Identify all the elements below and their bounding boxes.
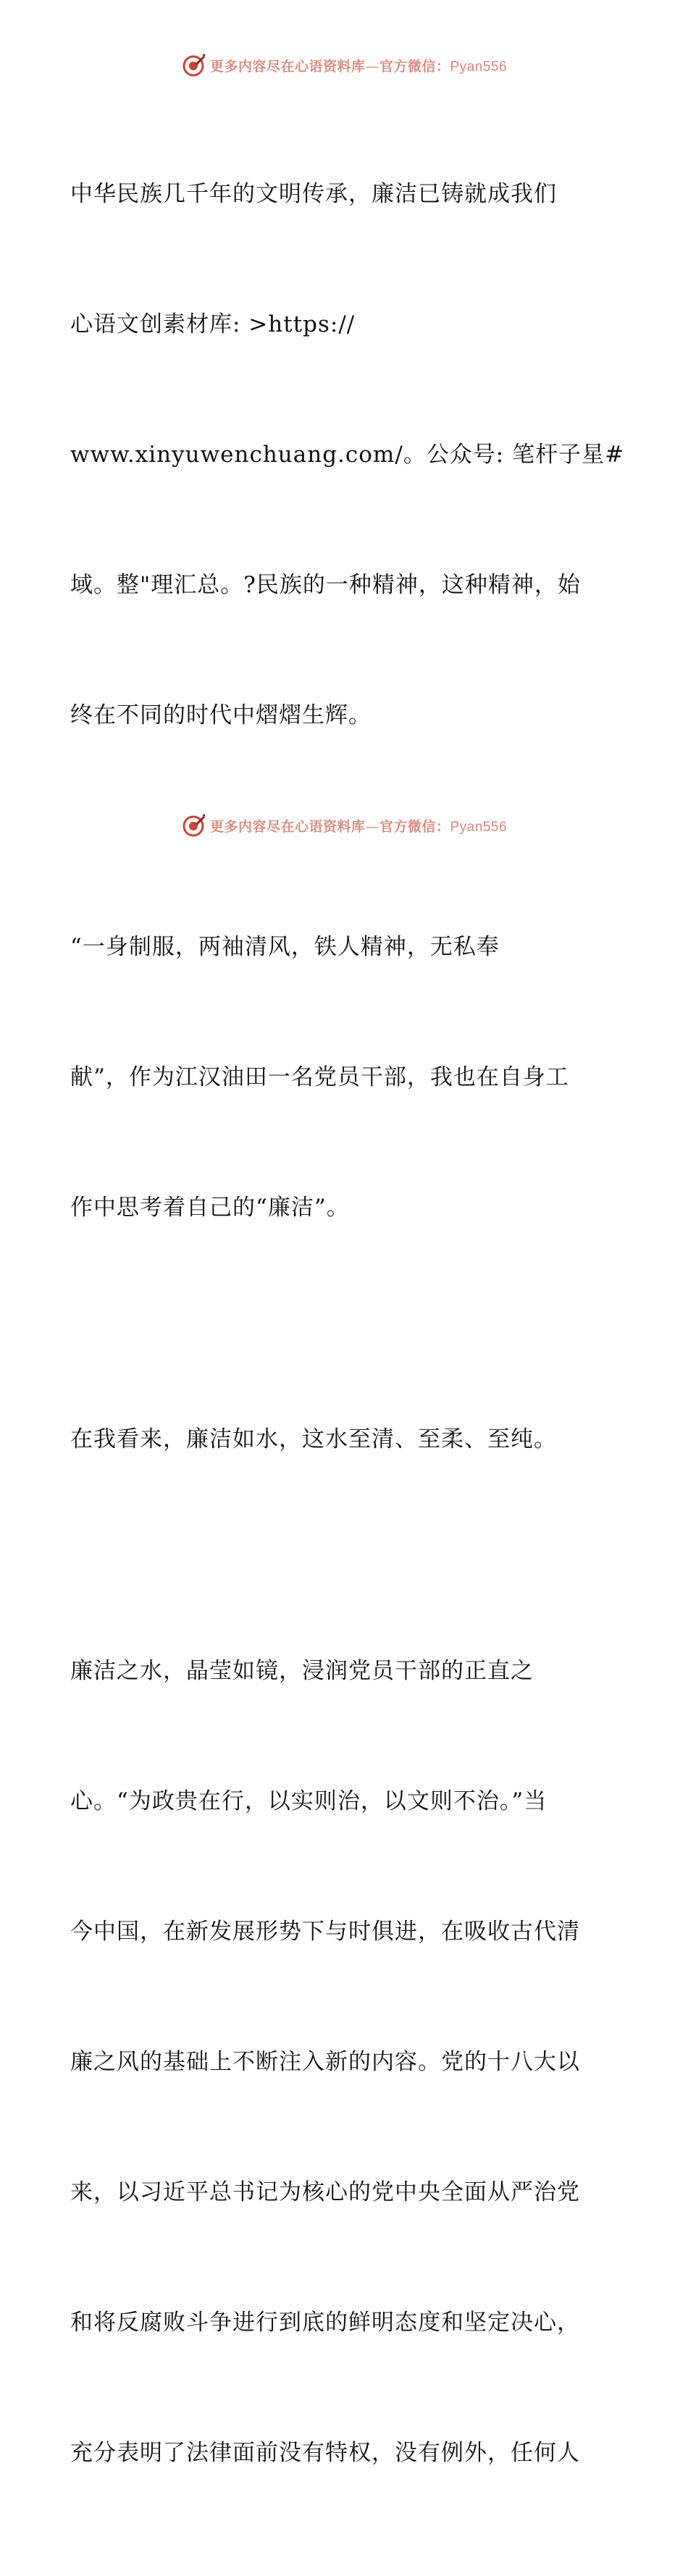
brand-logo-icon [181, 53, 206, 77]
watermark-prefix: 更多内容尽在心语资料库 [209, 818, 366, 835]
text-line: 心语文创素材库: >https:// [70, 311, 356, 337]
header-watermark [0, 51, 688, 80]
watermark-handle: Pyan556 [450, 59, 508, 75]
watermark-dash: — [365, 58, 379, 75]
watermark-suffix: 官方微信： [379, 818, 450, 835]
watermark-handle: Pyan556 [450, 819, 508, 835]
paragraph-1 [70, 85, 625, 824]
text-line: 中华民族几千年的文明传承，廉洁已铸就成我们 [70, 181, 557, 207]
text-line: 终在不同的时代中熠熠生辉。 [70, 702, 372, 728]
watermark-dash: — [365, 818, 379, 835]
text-line: 和将反腐败斗争进行到底的鲜明态度和坚定决心， [70, 2310, 580, 2336]
text-line: 献”，作为江汉油田一名党员干部，我也在自身工 [70, 1064, 569, 1090]
text-line: 心。“为政贵在行，以实则治，以文则不治。”当 [70, 1788, 548, 1814]
text-line: “一身制服，两袖清风，铁人精神，无私奉 [70, 934, 500, 960]
text-line: 来，以习近平总书记为核心的党中央全面从严治党 [70, 2179, 580, 2205]
text-line: 作中思考着自己的“廉洁”。 [70, 1195, 350, 1221]
brand-logo-icon [181, 813, 206, 838]
watermark-prefix: 更多内容尽在心语资料库 [209, 58, 366, 75]
footer-watermark [0, 811, 688, 840]
watermark-text [210, 56, 507, 75]
document-body [70, 85, 625, 2576]
watermark-text [210, 816, 507, 835]
paragraph-3 [70, 1331, 618, 1548]
paragraph-2 [70, 838, 618, 1316]
text-line: 域。整"理汇总。?民族的一种精神，这种精神，始 [70, 572, 581, 598]
watermark-suffix: 官方微信： [379, 58, 450, 75]
text-line: 廉之风的基础上不断注入新的内容。党的十八大以 [70, 2049, 580, 2075]
text-line: 在我看来，廉洁如水，这水至清、至柔、至纯。 [70, 1426, 557, 1452]
text-line: www.xinyuwenchuang.com/。公众号: 笔杆子星# [70, 442, 625, 468]
text-line: 今中国，在新发展形势下与时俱进，在吸收古代清 [70, 1919, 580, 1945]
paragraph-4 [70, 1562, 618, 2562]
text-line: 廉洁之水，晶莹如镜，浸润党员干部的正直之 [70, 1658, 534, 1684]
text-line: 充分表明了法律面前没有特权，没有例外，任何人 [70, 2440, 580, 2466]
